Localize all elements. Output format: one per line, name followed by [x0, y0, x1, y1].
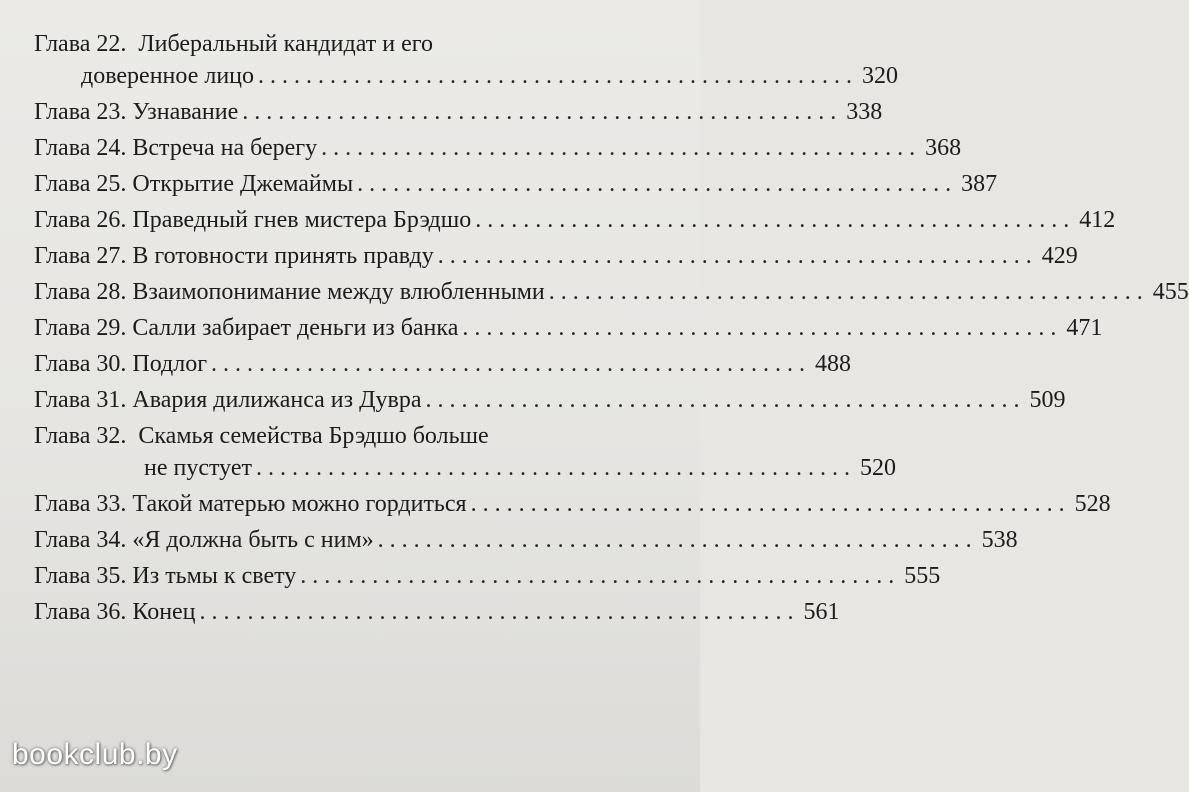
chapter-title: Праведный гнев мистера Брэдшо: [132, 207, 472, 233]
chapter-title: Подлог: [132, 351, 208, 377]
chapter-title: Взаимопонимание между влюбленными: [132, 279, 545, 305]
toc-entry-24: [34, 132, 962, 164]
chapter-title: Узнавание: [132, 99, 239, 125]
page-number: 429: [1041, 243, 1078, 269]
chapter-label: Глава 31.: [34, 387, 127, 413]
dot-leader: ..................................................: [437, 243, 1038, 269]
dot-leader: ..................................................: [377, 527, 978, 553]
chapter-title: «Я должна быть с ним»: [132, 527, 374, 553]
chapter-label: Глава 36.: [34, 599, 127, 625]
chapter-label: Глава 33.: [34, 491, 127, 517]
page-number: 412: [1079, 207, 1116, 233]
dot-leader: ..................................................: [256, 455, 856, 481]
page-number: 528: [1074, 491, 1111, 517]
dot-leader: ..................................................: [470, 491, 1071, 517]
chapter-label: Глава 28.: [34, 279, 127, 305]
chapter-title: Конец: [132, 599, 196, 625]
dot-leader: ..................................................: [321, 135, 922, 161]
toc-entry-26: [34, 204, 1116, 236]
chapter-label: Глава 26.: [34, 207, 127, 233]
dot-leader: ..................................................: [211, 351, 812, 377]
site-watermark: bookclub.by: [12, 738, 178, 771]
chapter-title: Из тьмы к свету: [132, 563, 297, 589]
chapter-title: В готовности принять правду: [132, 243, 434, 269]
page-number: 368: [925, 135, 962, 161]
dot-leader: ..................................................: [242, 99, 843, 125]
page-number: 509: [1029, 387, 1066, 413]
chapter-title: Скамья семейства Брэдшо больше: [138, 423, 489, 449]
chapter-label: Глава 25.: [34, 171, 127, 197]
dot-leader: ..................................................: [548, 279, 1149, 305]
chapter-label: Глава 22.: [34, 31, 127, 57]
page-number: 471: [1066, 315, 1103, 341]
chapter-title: Встреча на берегу: [132, 135, 318, 161]
toc-entry-22: [34, 28, 899, 92]
page-number: 455: [1152, 279, 1189, 305]
chapter-title-continued: не пустует: [144, 455, 252, 481]
chapter-label: Глава 30.: [34, 351, 127, 377]
chapter-title: Такой матерью можно гордиться: [132, 491, 467, 517]
toc-entry-23: [34, 96, 883, 128]
chapter-label: Глава 32.: [34, 423, 127, 449]
toc-entry-36: [34, 596, 840, 628]
page-number: 338: [846, 99, 883, 125]
page-number: 320: [862, 63, 899, 89]
toc-entry-27: [34, 240, 1078, 272]
chapter-label: Глава 27.: [34, 243, 127, 269]
dot-leader: ..................................................: [475, 207, 1076, 233]
page-number: 538: [981, 527, 1018, 553]
page-number: 488: [815, 351, 852, 377]
dot-leader: ..................................................: [357, 171, 958, 197]
chapter-label: Глава 29.: [34, 315, 127, 341]
toc-entry-35: [34, 560, 941, 592]
toc-entry-34: [34, 524, 1018, 556]
table-of-contents: [34, 28, 1189, 628]
dot-leader: ..................................................: [199, 599, 800, 625]
toc-entry-31: [34, 384, 1066, 416]
toc-entry-30: [34, 348, 852, 380]
dot-leader: ..................................................: [425, 387, 1026, 413]
page-number: 520: [860, 455, 896, 481]
toc-entry-32: [34, 420, 896, 484]
chapter-label: Глава 24.: [34, 135, 127, 161]
chapter-title-continued: доверенное лицо: [81, 63, 255, 89]
chapter-title: Авария дилижанса из Дувра: [132, 387, 422, 413]
chapter-label: Глава 35.: [34, 563, 127, 589]
toc-entry-25: [34, 168, 998, 200]
dot-leader: ..................................................: [462, 315, 1063, 341]
toc-entry-33: [34, 488, 1111, 520]
chapter-label: Глава 23.: [34, 99, 127, 125]
page-number: 555: [904, 563, 941, 589]
toc-entry-29: [34, 312, 1103, 344]
dot-leader: ..................................................: [300, 563, 901, 589]
toc-entry-28: [34, 276, 1189, 308]
chapter-title: Салли забирает деньги из банка: [132, 315, 459, 341]
dot-leader: ..................................................: [258, 63, 859, 89]
page-number: 561: [803, 599, 840, 625]
page-number: 387: [961, 171, 998, 197]
chapter-title: Либеральный кандидат и его: [138, 31, 433, 57]
chapter-title: Открытие Джемаймы: [132, 171, 354, 197]
chapter-label: Глава 34.: [34, 527, 127, 553]
